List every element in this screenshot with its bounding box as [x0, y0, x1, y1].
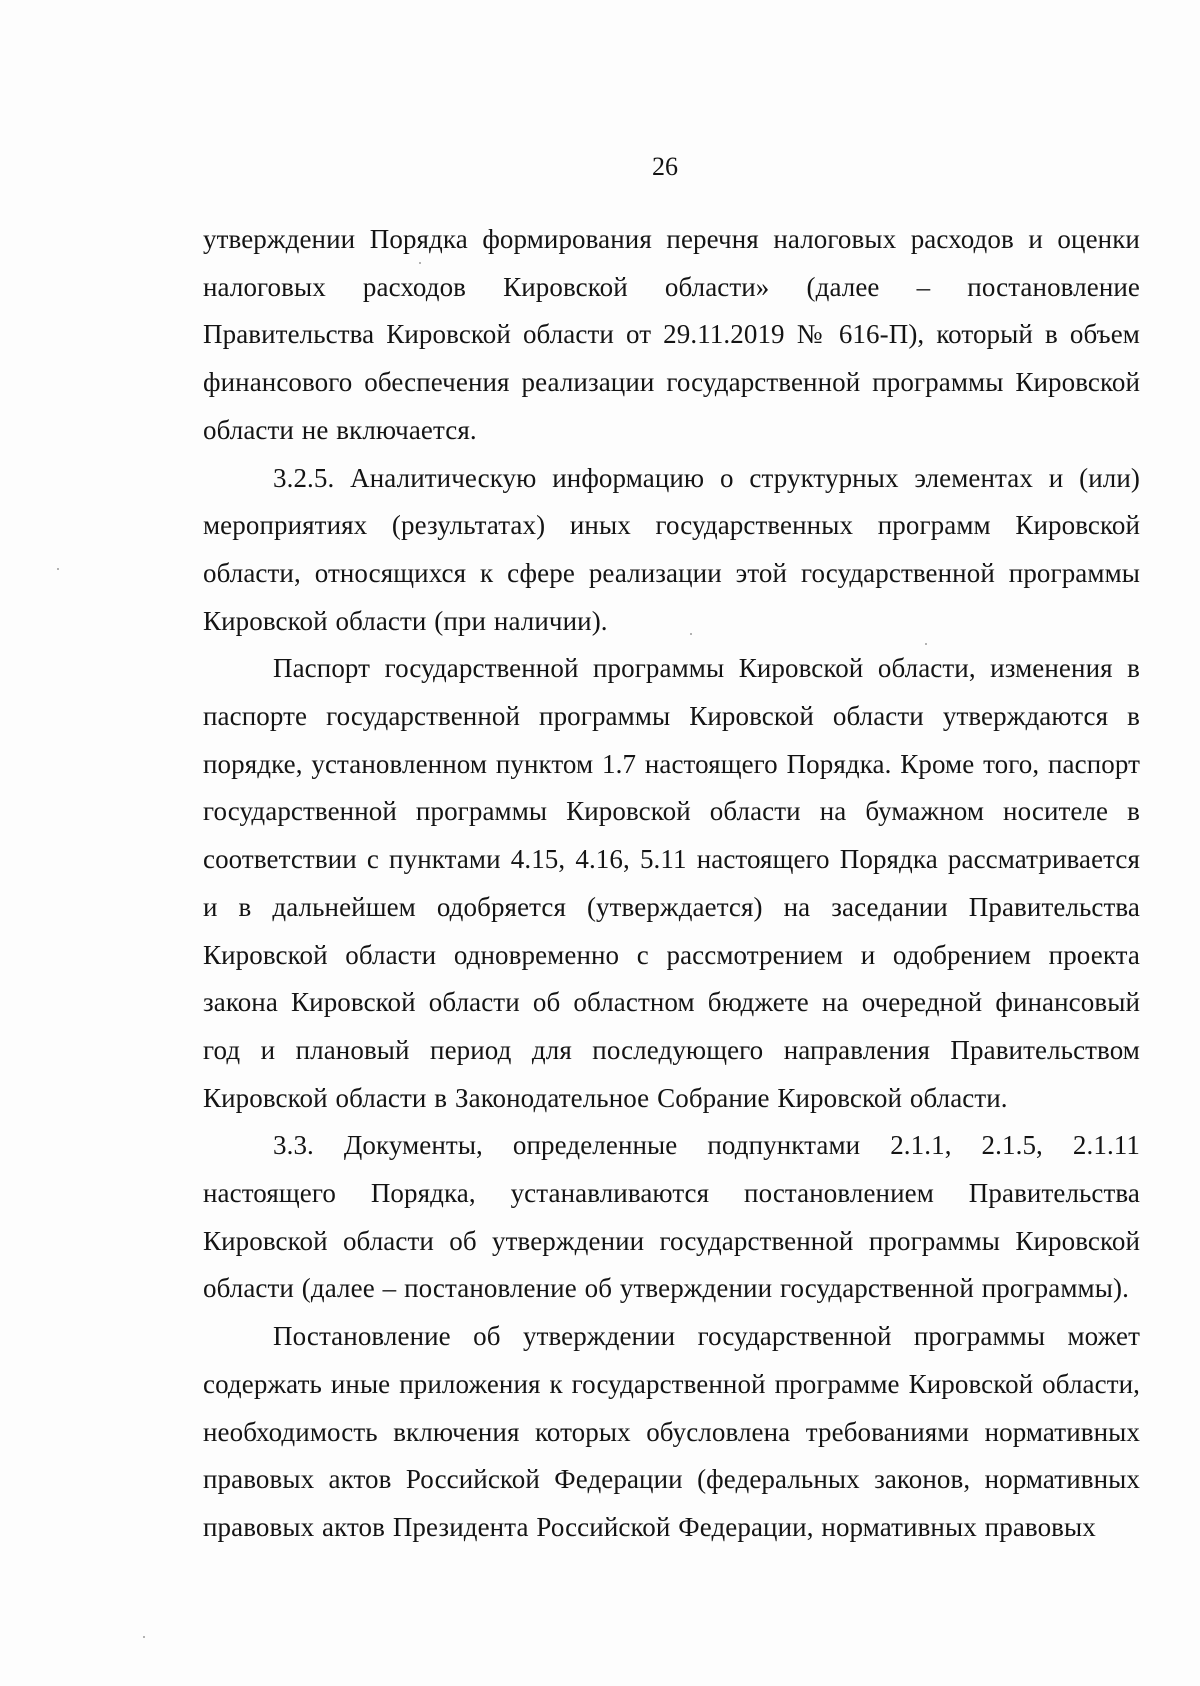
page-number: 26	[652, 152, 678, 181]
document-body	[203, 216, 1140, 1552]
scan-speck	[690, 633, 692, 635]
paragraph-resolution-appendices: Постановление об утверждении государственной программы может содержать иные приложения к государственной программе Кировской области, необходимость включения которых обусловлена требованиями нормативных правовых актов Российской Федерации (федеральных законов, нормативных правовых актов Президента Российской Федерации, нормативных правовых	[203, 1321, 1140, 1542]
scan-speck	[925, 643, 927, 645]
scan-speck	[143, 1636, 145, 1638]
scan-speck	[57, 568, 59, 570]
scan-speck	[419, 262, 421, 264]
paragraph-3-3: 3.3. Документы, определенные подпунктами 2.1.1, 2.1.5, 2.1.11 настоящего Порядка, устанавливаются постановлением Правительства Кировской области об утверждении государственной программы Кировской области (далее – постановление об утверждении государственной программы).	[203, 1130, 1140, 1304]
paragraph-continuation-tax-expenses: утверждении Порядка формирования перечня налоговых расходов и оценки налоговых расходов Кировской области» (далее – постановление Правительства Кировской области от 29.11.2019 № 616-П), который в объем финансового обеспечения реализации государственной программы Кировской области не включается.	[203, 224, 1140, 445]
paragraph-program-passport: Паспорт государственной программы Кировской области, изменения в паспорте государственной программы Кировской области утверждаются в порядке, установленном пунктом 1.7 настоящего Порядка. Кроме того, паспорт государственной программы Кировской области на бумажном носителе в соответствии с пунктами 4.15, 4.16, 5.11 настоящего Порядка рассматривается и в дальнейшем одобряется (утверждается) на заседании Правительства Кировской области одновременно с рассмотрением и одобрением проекта закона Кировской области об областном бюджете на очередной финансовый год и плановый период для последующего направления Правительством Кировской области в Законодательное Собрание Кировской области.	[203, 653, 1140, 1113]
paragraph-3-2-5: 3.2.5. Аналитическую информацию о структурных элементах и (или) мероприятиях (результатах) иных государственных программ Кировской области, относящихся к сфере реализации этой государственной программы Кировской области (при наличии).	[203, 462, 1140, 636]
